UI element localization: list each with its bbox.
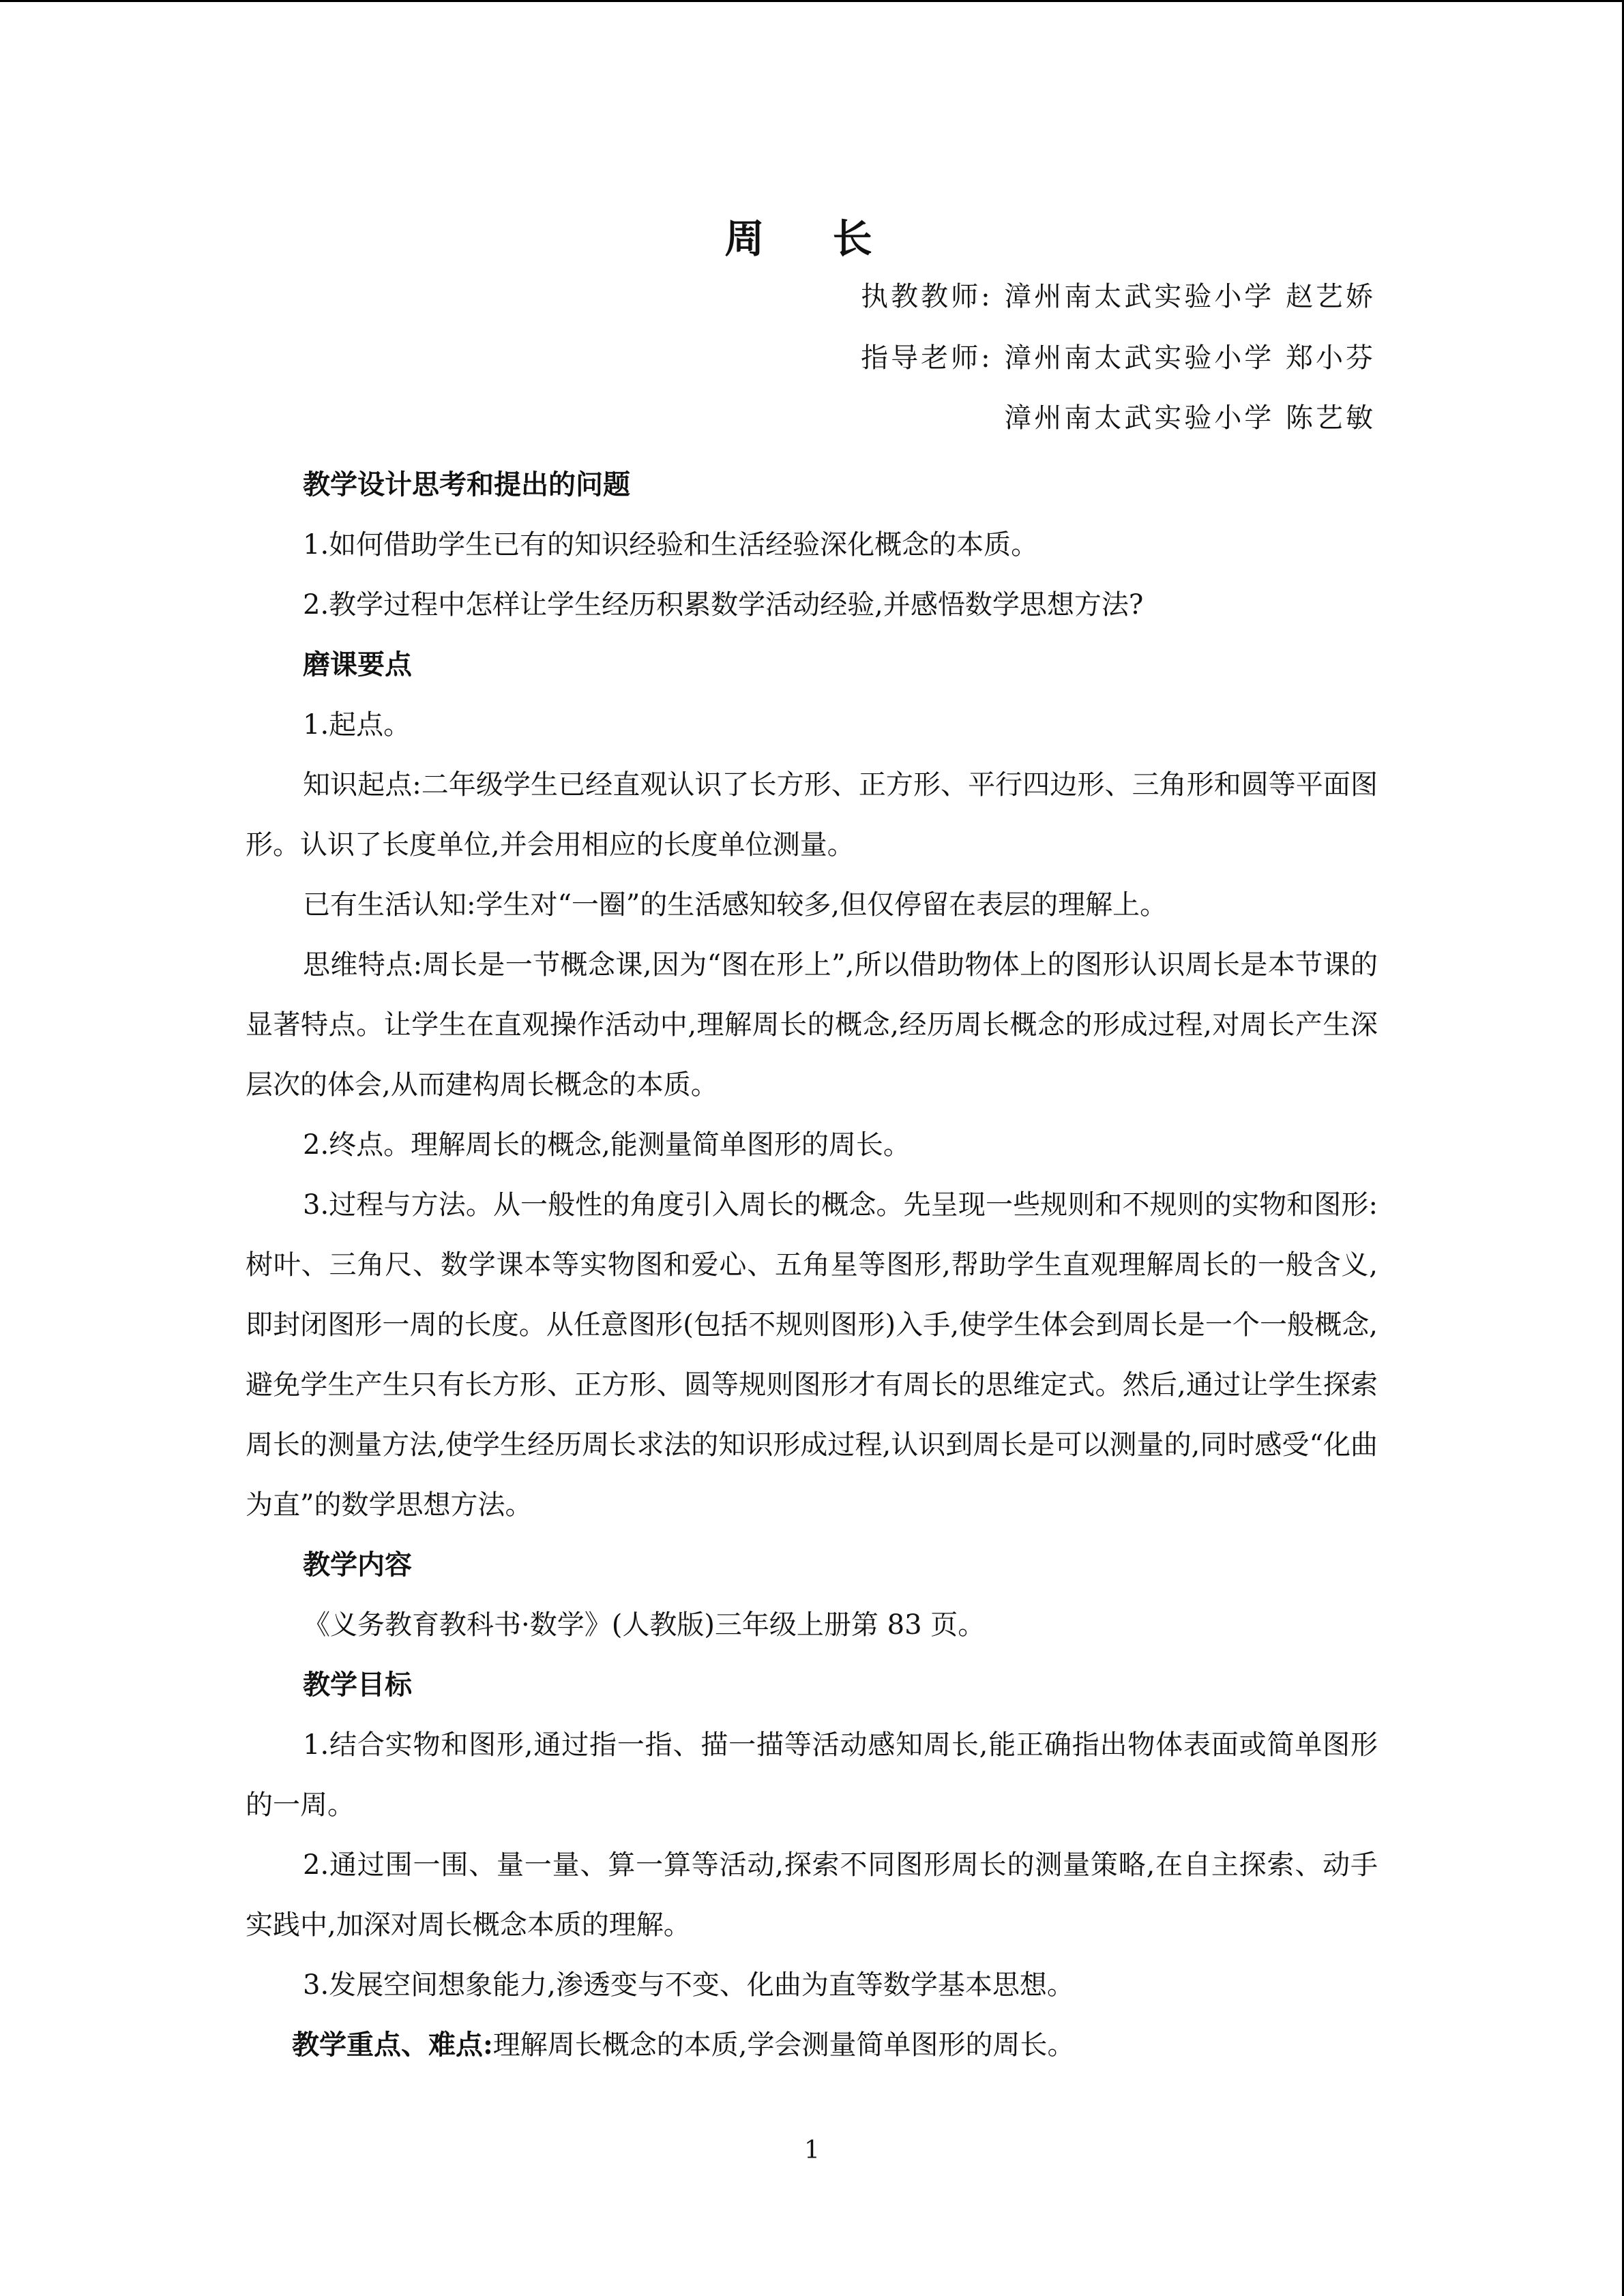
section-heading-content: 教学内容 [303,1549,412,1581]
advisor-name-2: 漳州南太武实验小学 陈艺敏 [1004,402,1376,434]
teacher-label: 执教教师: [861,281,993,312]
design-question-2: 2.教学过程中怎样让学生经历积累数学活动经验,并感悟数学思想方法? [303,589,1144,621]
points-life: 已有生活认知:学生对“一圈”的生活感知较多,但仅停留在表层的理解上。 [303,889,1168,921]
key-points [246,2015,1378,2075]
page-title: 周 长 [724,215,900,262]
advisor-line-2 [1004,396,1376,435]
points-end: 2.终点。理解周长的概念,能测量简单图形的周长。 [303,1129,911,1161]
design-question-1: 1.如何借助学生已有的知识经验和生活经验深化概念的本质。 [303,529,1039,561]
key-points-text: 理解周长概念的本质,学会测量简单图形的周长。 [492,2029,1075,2061]
goal-3: 3.发展空间想象能力,渗透变与不变、化曲为直等数学基本思想。 [303,1969,1074,2001]
points-thinking: 思维特点:周长是一节概念课,因为“图在形上”,所以借助物体上的图形认识周长是本节课的显著特点。让学生在直观操作活动中,理解周长的概念,经历周长概念的形成过程,对周长产生深层次的体会,从而建构周长概念的本质。 [246,949,1378,1101]
page-number: 1 [804,2136,820,2164]
section-heading-goals: 教学目标 [303,1669,412,1701]
goal-2: 2.通过围一围、量一量、算一算等活动,探索不同图形周长的测量策略,在自主探索、动手实践中,加深对周长概念本质的理解。 [246,1849,1378,1941]
points-process: 3.过程与方法。从一般性的角度引入周长的概念。先呈现一些规则和不规则的实物和图形:树叶、三角尺、数学课本等实物图和爱心、五角星等图形,帮助学生直观理解周长的一般含义,即封闭图形一周的长度。从任意图形(包括不规则图形)入手,使学生体会到周长是一个一般概念,避免学生产生只有长方形、正方形、圆等规则图形才有周长的思维定式。然后,通过让学生探索周长的测量方法,使学生经历周长求法的知识形成过程,认识到周长是可以测量的,同时感受“化曲为直”的数学思想方法。 [246,1189,1378,1521]
points-start: 1.起点。 [303,709,411,741]
key-points-label: 教学重点、难点: [292,2029,493,2061]
teacher-name: 漳州南太武实验小学 赵艺娇 [1004,281,1376,312]
content-text: 《义务教育教科书·数学》(人教版)三年级上册第 83 页。 [303,1609,986,1641]
advisor-label: 指导老师: [861,342,993,374]
document-body [246,455,1378,2075]
points-knowledge: 知识起点:二年级学生已经直观认识了长方形、正方形、平行四边形、三角形和圆等平面图形。认识了长度单位,并会用相应的长度单位测量。 [246,769,1378,861]
goal-1: 1.结合实物和图形,通过指一指、描一描等活动感知周长,能正确指出物体表面或简单图形的一周。 [246,1729,1378,1821]
teacher-line [861,275,1376,314]
section-heading-design: 教学设计思考和提出的问题 [303,468,630,501]
section-heading-points: 磨课要点 [303,648,412,681]
advisor-line [861,336,1376,375]
advisor-name-1: 漳州南太武实验小学 郑小芬 [1004,342,1376,374]
